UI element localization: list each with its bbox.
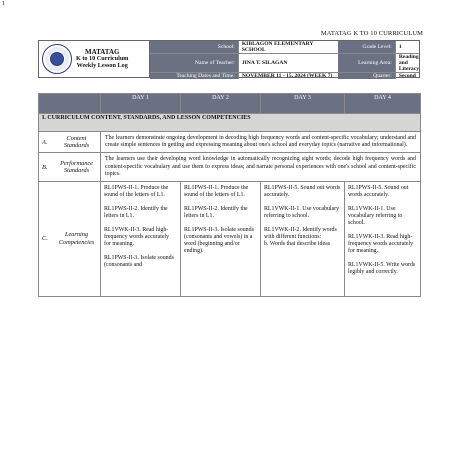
competency-item: RL1PWS-II-5. Sound out words accurately. bbox=[264, 184, 341, 198]
section-row bbox=[39, 114, 421, 132]
competency-item: RL1PWS-II-3. Isolate sounds (consonants and vowels) in a word (beginning and/or ending). bbox=[184, 227, 254, 255]
performance-standards-text: The learners use their developing word knowledge in automatically recognizing sight words; decode high frequency words and content-specific vocabulary and use them to express ideas; and narrate personal experiences with one's school and content-specific topics. bbox=[101, 153, 421, 181]
day-3-competencies bbox=[261, 181, 345, 296]
day-4-competencies bbox=[345, 181, 421, 296]
school-value: KIBLAGON ELEMENTARY SCHOOL bbox=[238, 41, 338, 53]
competency-item: RL1VWK-II-3. Read high-frequency words accurately for meaning. bbox=[348, 234, 414, 255]
day-3-header: DAY 3 bbox=[261, 94, 345, 114]
competency-item: RL1VWK-II-1. Use vocabulary referring to school. bbox=[264, 205, 340, 219]
competency-item: b. Words that describe ideas bbox=[264, 241, 330, 248]
learning-competencies-label: Learning Competencies bbox=[58, 231, 95, 246]
competency-item: RL1VWK-II-2. Identify words with different functions: bbox=[264, 227, 337, 241]
competency-item: RL1VWK-II-5. Write words legibly and correctly. bbox=[348, 262, 416, 276]
header-row-school bbox=[150, 41, 419, 54]
area-label: Learning Area: bbox=[338, 54, 395, 72]
learning-competencies-row bbox=[39, 181, 421, 296]
day-2-header: DAY 2 bbox=[181, 94, 261, 114]
day-1-header: DAY 1 bbox=[101, 94, 181, 114]
content-standards-label-cell bbox=[39, 132, 101, 153]
day-1-competencies bbox=[101, 181, 181, 296]
deped-seal-icon bbox=[42, 44, 72, 74]
dates-value: NOVEMBER 11 - 15, 2024 (WEEK 7) bbox=[238, 73, 338, 79]
competencies-letter: C. bbox=[42, 235, 48, 243]
school-label: School: bbox=[150, 41, 238, 53]
quarter-label: Quarter: bbox=[338, 73, 395, 79]
logo-line-2: K to 10 Curriculum bbox=[76, 55, 129, 63]
performance-standards-row bbox=[39, 153, 421, 181]
logo-line-3: Weekly Lesson Log bbox=[76, 61, 128, 69]
content-standards-label: Content Standards bbox=[63, 135, 90, 150]
grade-label: Grade Level: bbox=[338, 41, 395, 53]
teacher-value: JINA T. SILAGAN bbox=[238, 54, 338, 72]
section-title: I. CURRICULUM CONTENT, STANDARDS, AND LESSON COMPETENCIES bbox=[39, 114, 421, 132]
day-header-row bbox=[39, 94, 421, 114]
grade-value: 1 bbox=[395, 41, 419, 53]
header-block bbox=[38, 40, 420, 78]
dates-label: Teaching Dates and Time: bbox=[150, 73, 238, 79]
competency-item: RL1PWS-II-2. Identify the letters in L1. bbox=[104, 205, 168, 219]
content-letter: A. bbox=[42, 138, 48, 146]
logo-cell bbox=[39, 41, 150, 77]
competency-item: RL1VWK-II-1. Use vocabulary referring to school. bbox=[348, 205, 403, 227]
logo-line-1: MATATAG bbox=[84, 47, 120, 56]
learning-competencies-label-cell bbox=[39, 181, 101, 296]
page-number: 1 bbox=[2, 1, 5, 7]
header-row-teacher bbox=[150, 54, 419, 73]
competency-item: RL1PWS-II-2. Identify the letters in L1. bbox=[184, 205, 248, 219]
performance-standards-label-cell bbox=[39, 153, 101, 181]
competency-item: RL1PWS-II-1. Produce the sound of the letters of L1. bbox=[104, 184, 169, 198]
day-4-header: DAY 4 bbox=[345, 94, 421, 114]
competency-item: RL1PWS-II-3. Isolate sounds (consonants and bbox=[104, 255, 174, 269]
logo-text bbox=[76, 49, 128, 69]
teacher-label: Name of Teacher: bbox=[150, 54, 238, 72]
competency-item: RL1PWS-II-1. Produce the sound of the letters of L1. bbox=[184, 184, 249, 198]
header-row-dates bbox=[150, 73, 419, 79]
area-value: Reading and Literacy bbox=[395, 54, 419, 72]
header-info-grid bbox=[150, 41, 419, 77]
corner-cell bbox=[39, 94, 101, 114]
document-title: MATATAG K TO 10 CURRICULUM bbox=[320, 30, 423, 37]
performance-letter: B. bbox=[42, 163, 48, 171]
lesson-log-table bbox=[38, 93, 421, 297]
content-standards-row bbox=[39, 132, 421, 153]
competency-item: RL1PWS-II-5. Sound out words accurately. bbox=[348, 184, 409, 198]
performance-standards-label: Performance Standards bbox=[60, 159, 93, 175]
quarter-value: Second bbox=[395, 73, 419, 79]
competency-item: RL1VWK-II-3. Read high-frequency words accurately for meaning. bbox=[104, 227, 170, 248]
day-2-competencies bbox=[181, 181, 261, 296]
content-standards-text: The learners demonstrate ongoing development in decoding high frequency words and content-specific vocabulary; understand and create simple sentences in getting and expressing meaning about one's school and everyday topics (narrative and informational). bbox=[101, 132, 421, 153]
